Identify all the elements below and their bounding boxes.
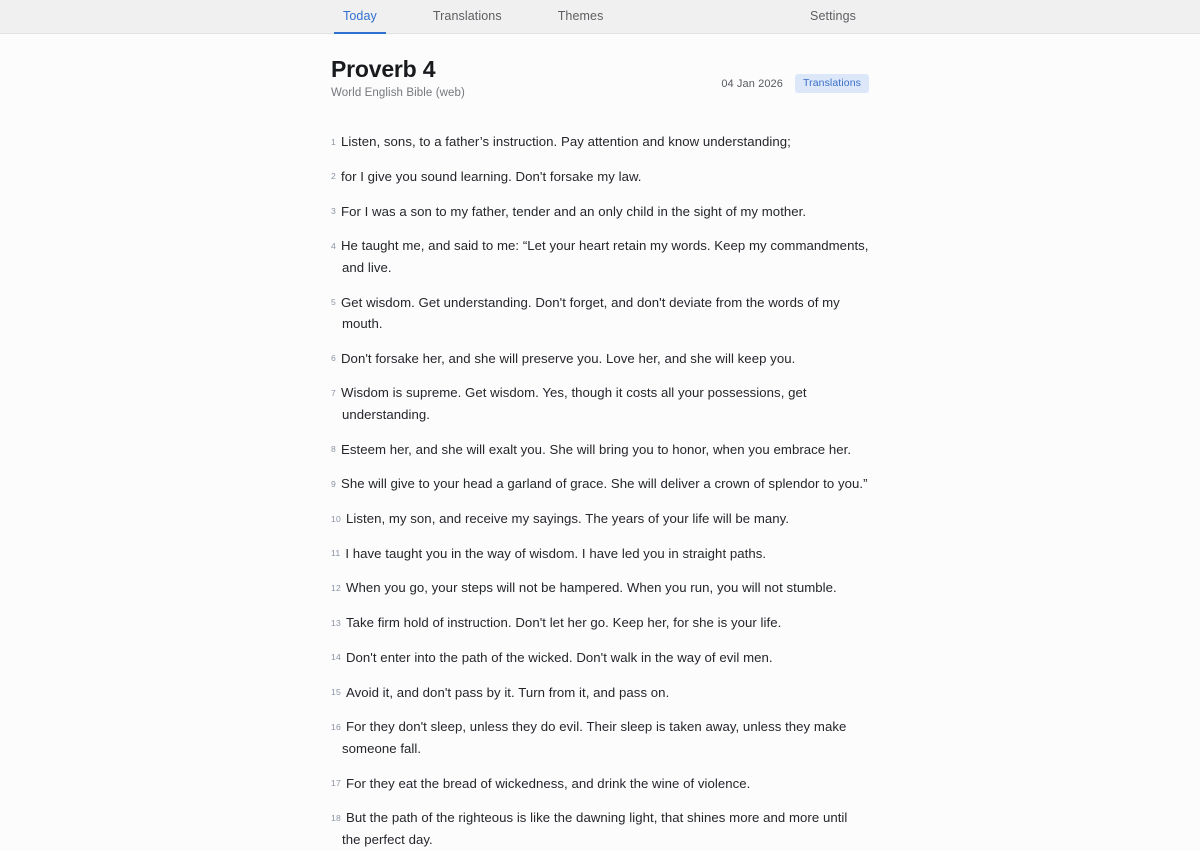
tab-label: Today	[343, 9, 377, 23]
verse-line	[331, 682, 869, 704]
verse-number: 12	[331, 582, 341, 593]
verse-line	[331, 439, 869, 461]
verse-line	[331, 773, 869, 795]
verse-number: 9	[331, 478, 336, 489]
verse-line	[331, 348, 869, 370]
verse-number: 7	[331, 387, 336, 398]
tab-translations[interactable]	[433, 0, 502, 33]
verse-text: When you go, your steps will not be hampered. When you run, you will not stumble.	[345, 580, 837, 596]
verse-line	[331, 647, 869, 669]
verse-number: 1	[331, 136, 336, 147]
verse-text: Don't forsake her, and she will preserve you. Love her, and she will keep you.	[340, 350, 796, 366]
verse-line	[331, 235, 869, 278]
verse-text: He taught me, and said to me: “Let your heart retain my words. Keep my commandments, and live.	[340, 238, 869, 275]
verse-text: But the path of the righteous is like the dawning light, that shines more and more until the perfect day.	[342, 810, 848, 847]
verse-number: 17	[331, 778, 341, 788]
verse-text: She will give to your head a garland of grace. She will deliver a crown of splendor to you.”	[340, 476, 868, 492]
verse-number: 10	[331, 513, 341, 524]
verse-line	[331, 473, 869, 495]
verse-text: for I give you sound learning. Don't forsake my law.	[340, 168, 642, 184]
verse-text: Get wisdom. Get understanding. Don't forget, and don't deviate from the words of my mouth.	[340, 294, 840, 332]
verse-list	[331, 116, 869, 850]
tab-label: Settings	[810, 9, 856, 23]
verse-line	[331, 166, 869, 188]
tab-themes[interactable]	[558, 0, 604, 33]
nav-right-group	[810, 0, 856, 33]
document-date: 04 Jan 2026	[721, 77, 783, 90]
document-header	[331, 56, 869, 100]
verse-line	[331, 807, 869, 850]
verse-number: 18	[331, 812, 341, 823]
verse-text: For I was a son to my father, tender and an only child in the sight of my mother.	[340, 203, 807, 219]
verse-text: Wisdom is supreme. Get wisdom. Yes, though it costs all your possessions, get understanding.	[340, 385, 807, 422]
verse-text: For they eat the bread of wickedness, and drink the wine of violence.	[345, 775, 751, 791]
verse-text: Listen, sons, to a father’s instruction. Pay attention and know understanding;	[340, 134, 791, 150]
nav-left-group	[343, 0, 659, 33]
verse-line	[331, 292, 869, 335]
verse-number: 5	[331, 297, 336, 308]
verse-number: 11	[331, 548, 341, 559]
verse-line	[331, 131, 869, 153]
verse-line	[331, 577, 869, 599]
tab-settings[interactable]	[810, 0, 856, 33]
verse-text: Listen, my son, and receive my sayings. The years of your life will be many.	[345, 511, 790, 527]
verse-number: 14	[331, 652, 341, 663]
verse-text: For they don't sleep, unless they do evil. Their sleep is taken away, unless they make someone fall.	[342, 719, 847, 756]
verse-number: 3	[331, 206, 336, 217]
page-title: Proverb 4	[331, 56, 436, 82]
verse-text: Take firm hold of instruction. Don't let her go. Keep her, for she is your life.	[345, 615, 782, 631]
verse-line	[331, 543, 869, 565]
verse-number: 6	[331, 353, 336, 364]
verse-text: I have taught you in the way of wisdom. I have led you in straight paths.	[345, 545, 767, 561]
tab-label: Translations	[432, 9, 502, 23]
translation-subtitle: World English Bible (web)	[331, 86, 465, 99]
verse-number: 13	[331, 617, 341, 628]
verse-line	[331, 201, 869, 223]
page-body	[0, 34, 1200, 850]
verse-number: 8	[331, 444, 336, 455]
verse-number: 16	[331, 721, 341, 732]
status-badge[interactable]: Translations	[795, 74, 869, 93]
verse-text: Don't enter into the path of the wicked. Don't walk in the way of evil men.	[345, 649, 773, 665]
verse-line	[331, 612, 869, 634]
tab-label: Themes	[557, 9, 604, 23]
verse-number: 15	[331, 687, 341, 698]
header-meta	[721, 74, 869, 93]
verse-line	[331, 716, 869, 759]
verse-number: 4	[331, 240, 336, 251]
verse-line	[331, 382, 869, 425]
tab-today[interactable]	[343, 0, 377, 33]
verse-text: Avoid it, and don't pass by it. Turn from it, and pass on.	[345, 684, 670, 700]
content-column	[331, 56, 869, 850]
verse-line	[331, 508, 869, 530]
verse-number: 2	[331, 171, 336, 182]
top-navigation-bar	[0, 0, 1200, 34]
verse-text: Esteem her, and she will exalt you. She will bring you to honor, when you embrace her.	[340, 441, 852, 457]
